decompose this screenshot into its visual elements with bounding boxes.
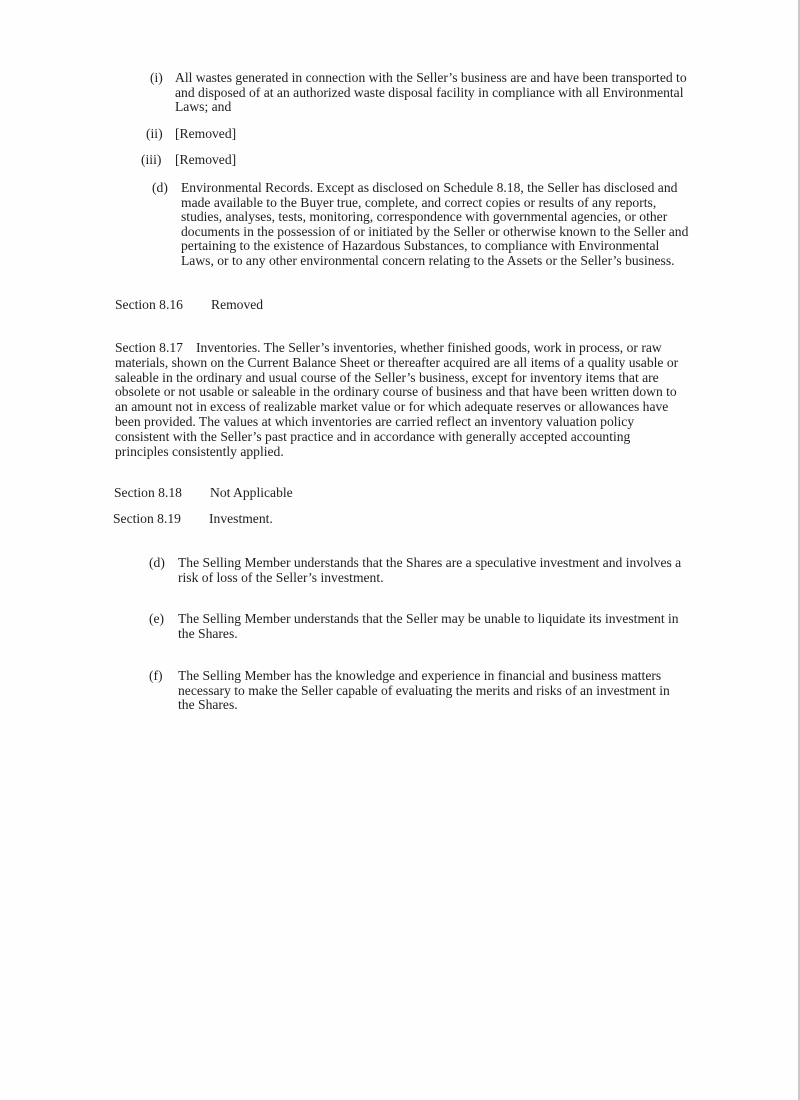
section-number: Section 8.19: [113, 511, 181, 526]
section-number: Section 8.16: [115, 297, 183, 312]
item-label: (d): [149, 555, 165, 570]
item-text: Environmental Records. Except as disclosed on Schedule 8.18, the Seller has disclosed and made available to the Buyer true, complete, and correct copies or results of any reports, studies, analyses, tests, monitoring, correspondence with governmental agencies, or other documents in the possession of or initiated by the Seller or otherwise known to the Seller and pertaining to the existence of Hazardous Substances, to compliance with Environmental Laws, or to any other environmental concern relating to the Assets or the Seller’s business.: [181, 180, 689, 268]
list-item-i: [150, 71, 710, 117]
item-text: [Removed]: [175, 152, 237, 167]
list-item-investment-e: [149, 612, 689, 644]
section-8-17: [115, 341, 687, 476]
item-label: (d): [152, 180, 168, 195]
item-text: The Selling Member understands that the Seller may be unable to liquidate its investment in the Shares.: [178, 611, 679, 641]
item-label: (iii): [141, 152, 162, 167]
item-text: All wastes generated in connection with the Seller’s business are and have been transported to and disposed of at an authorized waste disposal facility in compliance with all Environmental Laws; and: [175, 70, 687, 115]
list-item-ii: [146, 127, 346, 143]
section-title: Removed: [211, 297, 264, 312]
list-item-investment-f: [149, 669, 689, 715]
section-title: Not Applicable: [210, 485, 293, 500]
section-8-19: [113, 512, 413, 528]
section-number: Section 8.17: [115, 340, 183, 355]
item-text: The Selling Member has the knowledge and experience in financial and business matters necessary to make the Seller capable of evaluating the merits and risks of an investment in the Shares.: [178, 668, 670, 713]
item-label: (i): [150, 70, 163, 85]
item-label: (e): [149, 611, 165, 626]
section-text: Inventories. The Seller’s inventories, whether finished goods, work in process, or raw materials, shown on the Current Balance Sheet or thereafter acquired are all items of a quality usable or saleable in the ordinary and usual course of the Seller’s business, except for inventory items that are obsolete or not usable or saleable in the ordinary course of business and that have been written down to an amount not in excess of realizable market value or for which adequate reserves or allowances have been provided. The values at which inventories are carried reflect an inventory valuation policy consistent with the Seller’s past practice and in accordance with generally accepted accounting principles consistently applied.: [115, 340, 679, 459]
section-title: Investment.: [209, 511, 273, 526]
item-label: (ii): [146, 126, 163, 141]
item-label: (f): [149, 668, 163, 683]
section-8-16: [115, 298, 415, 314]
item-text: The Selling Member understands that the Shares are a speculative investment and involves a risk of loss of the Seller’s investment.: [178, 555, 682, 585]
list-item-environmental-records: [152, 181, 697, 289]
section-number: Section 8.18: [114, 485, 182, 500]
list-item-iii: [141, 153, 341, 169]
list-item-investment-d: [149, 556, 689, 588]
item-text: [Removed]: [175, 126, 237, 141]
section-8-18: [114, 486, 414, 502]
